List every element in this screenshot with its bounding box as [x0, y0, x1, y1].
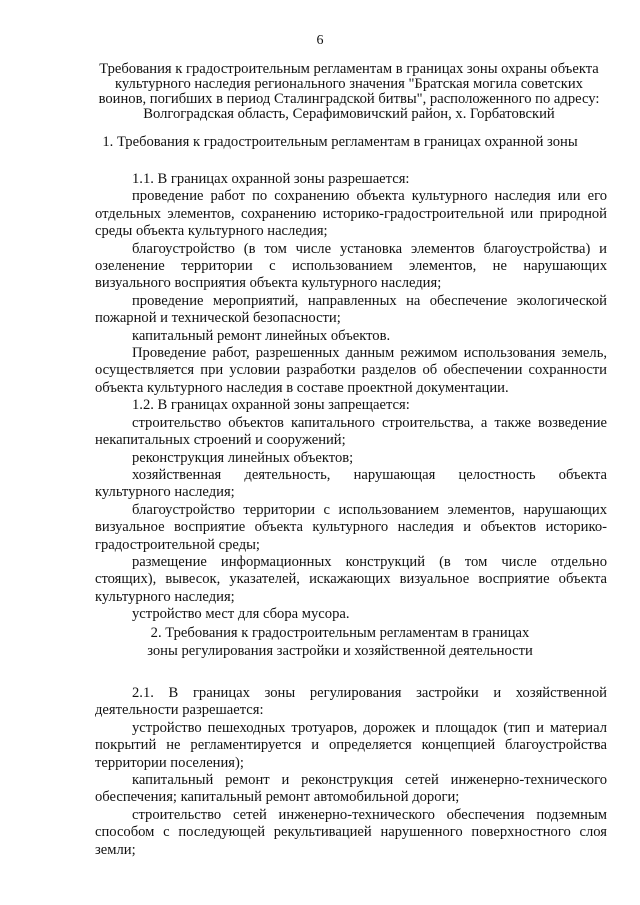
document-heading — [90, 62, 608, 122]
page-number: 6 — [316, 33, 324, 48]
paragraph: реконструкция линейных объектов; — [132, 449, 354, 466]
paragraph: хозяйственная деятельность, нарушающая целостность объекта культурного наследия; — [95, 466, 607, 501]
paragraph: проведение мероприятий, направленных на обеспечение экологической пожарной и технической безопасности; — [95, 292, 607, 327]
paragraph: Проведение работ, разрешенных данным режимом использования земель, осуществляется при условии разработки разделов об обеспечении сохранности объекта культурного наследия в составе проектной документации. — [95, 345, 607, 396]
heading-line: культурного наследия регионального значения "Братская могила советских — [115, 76, 583, 92]
paragraph: размещение информационных конструкций (в том числе отдельно стоящих), вывесок, указателей, искажающих визуальное восприятие объекта культурного наследия; — [95, 553, 607, 605]
paragraph: благоустройство территории с использованием элементов, нарушающих визуальное восприятие объекта культурного наследия и объектов историко-градостроительной среды; — [95, 501, 607, 553]
section-2-title-line: зоны регулирования застройки и хозяйственной деятельности — [147, 643, 533, 659]
paragraph: капитальный ремонт линейных объектов. — [132, 327, 391, 344]
paragraph: устройство пешеходных тротуаров, дорожек и площадок (тип и материал покрытий не регламентируется и определяется концепцией благоустройства территории поселения); — [95, 719, 607, 771]
paragraph: проведение работ по сохранению объекта культурного наследия или его отдельных элементов, сохранению историко-градостроительной или природной среды объекта культурного наследия; — [95, 188, 607, 240]
heading-line: воинов, погибших в период Сталинградской битвы", расположенного по адресу: — [98, 91, 600, 107]
paragraph: строительство сетей инженерно-технического обеспечения подземным способом с последующей рекультивацией нарушенного поверхностного слоя земли; — [95, 806, 607, 858]
paragraph: строительство объектов капитального строительства, а также возведение некапитальных строений и сооружений; — [95, 414, 607, 449]
section-2-body — [95, 685, 607, 859]
paragraph: 1.2. В границах охранной зоны запрещается: — [132, 397, 410, 414]
heading-line: Волгоградская область, Серафимовичский район, х. Горбатовский — [143, 106, 555, 122]
paragraph: 1.1. В границах охранной зоны разрешается: — [132, 171, 410, 187]
paragraph: капитальный ремонт и реконструкция сетей инженерно-технического обеспечения; капитальный ремонт автомобильной дороги; — [95, 772, 607, 806]
section-2-title-line: 2. Требования к градостроительным регламентам в границах — [150, 625, 530, 641]
heading-line: Требования к градостроительным регламентам в границах зоны охраны объекта — [99, 61, 599, 77]
paragraph: устройство мест для сбора мусора. — [132, 606, 350, 623]
paragraph: благоустройство (в том числе установка элементов благоустройства) и озеленение территории с использованием элементов, не нарушающих визуального восприятия объекта культурного наследия; — [95, 240, 607, 292]
section-2-title — [60, 624, 620, 660]
section-1-title: 1. Требования к градостроительным регламентам в границах охранной зоны — [102, 134, 578, 150]
paragraph: 2.1. В границах зоны регулирования застройки и хозяйственной деятельности разрешается: — [95, 685, 607, 719]
section-1-body — [95, 171, 607, 624]
